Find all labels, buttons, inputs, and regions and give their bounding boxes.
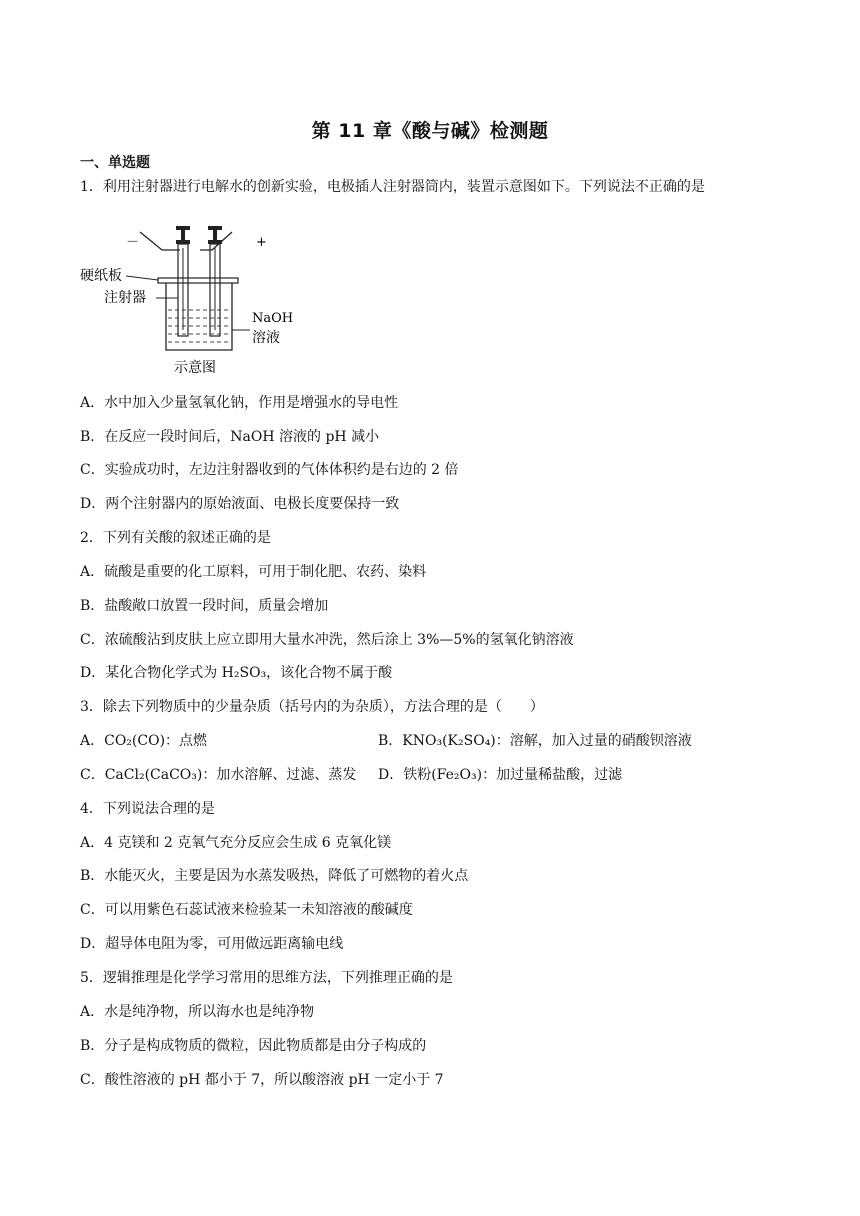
page-title: 第 11 章《酸与碱》检测题: [311, 120, 549, 142]
q5-option-c: C．酸性溶液的 pH 都小于 7，所以酸溶液 pH 一定小于 7: [80, 1072, 444, 1088]
q4-option-b: B．水能灭火，主要是因为水蒸发吸热，降低了可燃物的着火点: [80, 868, 469, 884]
minus-sign: －: [126, 235, 140, 250]
label-syringe: 注射器: [104, 290, 146, 306]
question-1-stem: 1．利用注射器进行电解水的创新实验，电极插人注射器筒内，装置示意图如下。下列说法不正确的是: [80, 179, 705, 195]
q1-option-b: B．在反应一段时间后，NaOH 溶液的 pH 减小: [80, 429, 380, 445]
q2-option-b: B．盐酸敞口放置一段时间，质量会增加: [80, 598, 329, 614]
q1-option-c: C．实验成功时，左边注射器收到的气体体积约是右边的 2 倍: [80, 462, 459, 478]
question-5-stem: 5．逻辑推理是化学学习常用的思维方法，下列推理正确的是: [80, 970, 453, 986]
question-3-stem: 3．除去下列物质中的少量杂质（括号内的为杂质），方法合理的是（ ）: [80, 699, 544, 715]
q4-option-a: A．4 克镁和 2 克氧气充分反应会生成 6 克氧化镁: [80, 835, 392, 851]
q3-option-a: A．CO₂(CO)：点燃: [80, 733, 208, 749]
question-4-stem: 4．下列说法合理的是: [80, 801, 215, 817]
label-naoh: NaOH: [252, 311, 294, 326]
electrolysis-diagram: [80, 218, 310, 378]
q3-option-b: B．KNO₃(K₂SO₄)：溶解，加入过量的硝酸钡溶液: [378, 733, 692, 749]
label-solution: 溶液: [252, 330, 280, 346]
q2-option-a: A．硫酸是重要的化工原料，可用于制化肥、农药、染料: [80, 564, 427, 580]
question-2-stem: 2．下列有关酸的叙述正确的是: [80, 530, 271, 546]
plus-sign: +: [256, 235, 267, 250]
q4-option-c: C．可以用紫色石蕊试液来检验某一未知溶液的酸碱度: [80, 902, 413, 918]
q2-option-c: C．浓硫酸沾到皮肤上应立即用大量水冲洗，然后涂上 3%—5%的氢氧化钠溶液: [80, 632, 574, 648]
q3-option-c: C．CaCl₂(CaCO₃)：加水溶解、过滤、蒸发: [80, 767, 357, 783]
q4-option-d: D．超导体电阻为零，可用做远距离输电线: [80, 936, 344, 952]
q1-option-d: D．两个注射器内的原始液面、电极长度要保持一致: [80, 496, 400, 512]
section-heading: 一、单选题: [80, 155, 150, 171]
q5-option-b: B．分子是构成物质的微粒，因此物质都是由分子构成的: [80, 1038, 427, 1054]
q2-option-d: D．某化合物化学式为 H₂SO₃，该化合物不属于酸: [80, 665, 393, 681]
q5-option-a: A．水是纯净物，所以海水也是纯净物: [80, 1004, 315, 1020]
figure-caption: 示意图: [174, 360, 216, 376]
q3-option-d: D．铁粉(Fe₂O₃)：加过量稀盐酸，过滤: [378, 767, 623, 783]
label-board: 硬纸板: [80, 268, 122, 284]
q1-option-a: A．水中加入少量氢氧化钠，作用是增强水的导电性: [80, 395, 399, 411]
